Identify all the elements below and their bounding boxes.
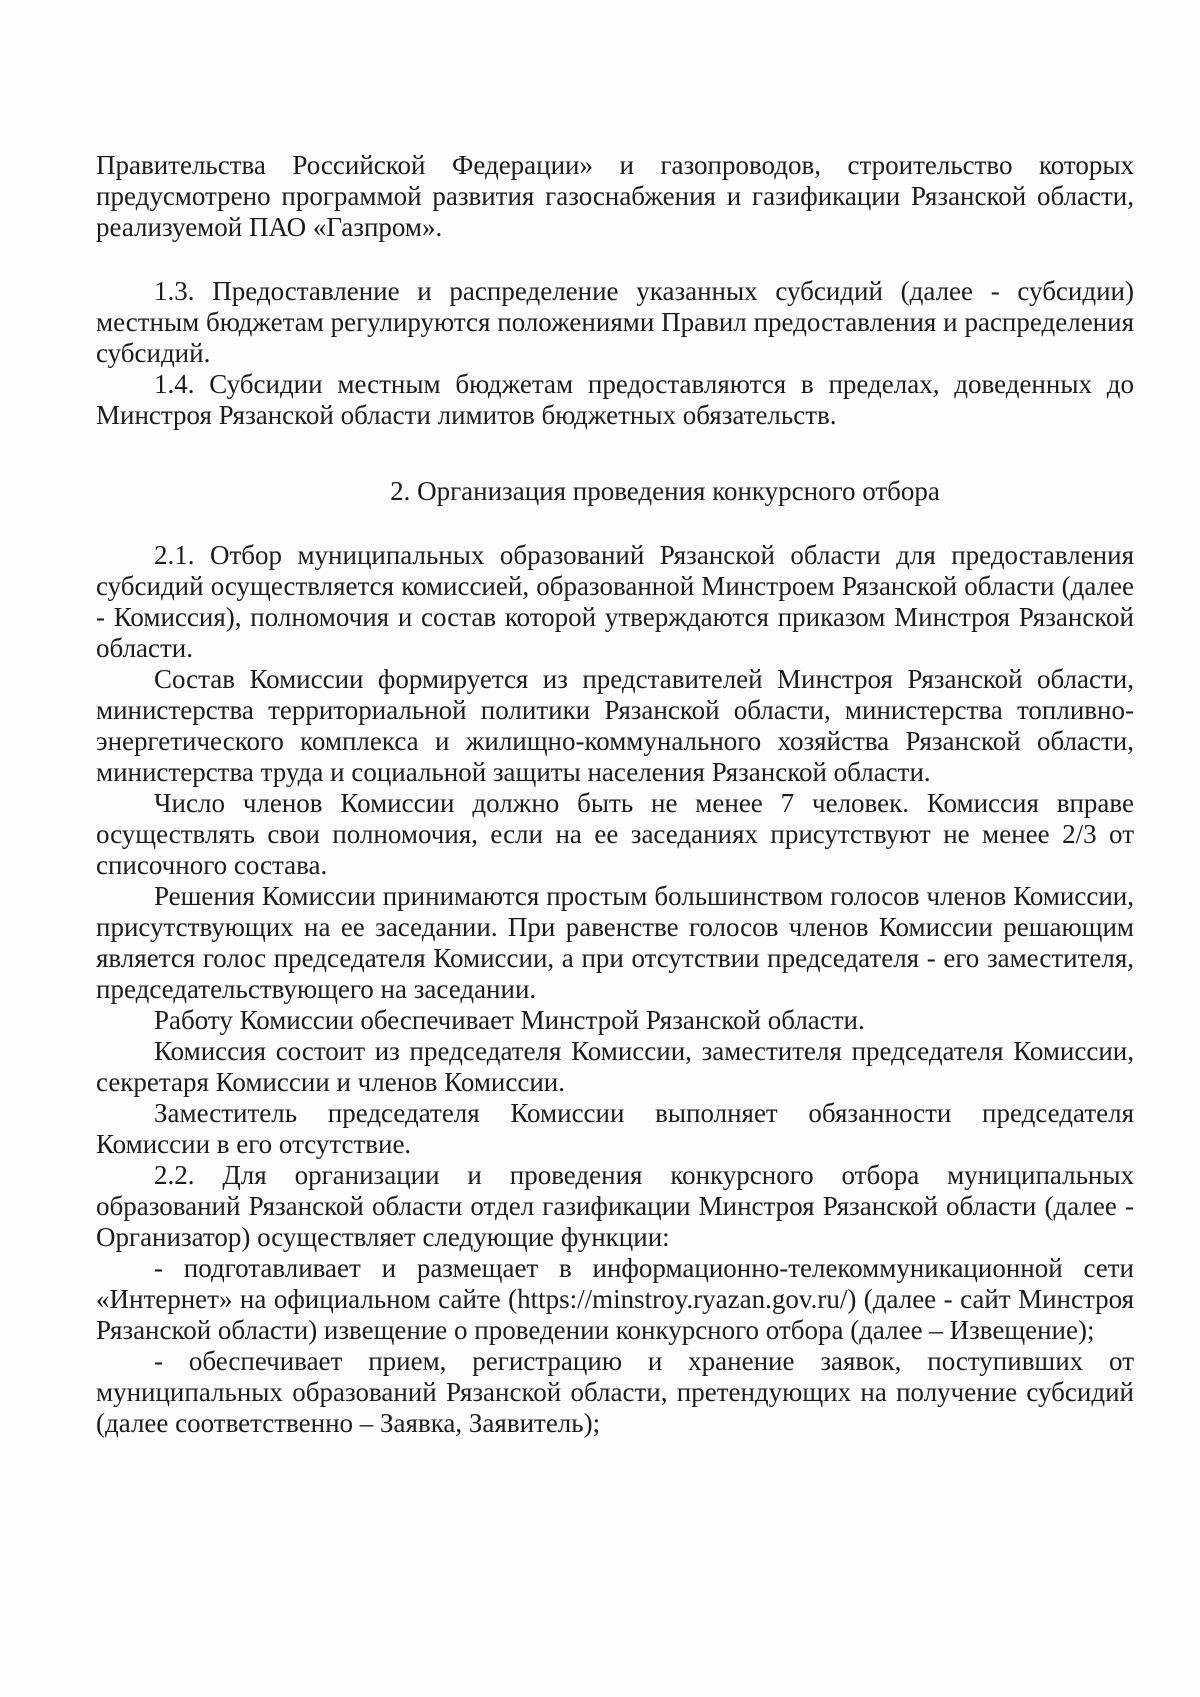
paragraph-2-1: 2.1. Отбор муниципальных образований Рязанской области для предоставления субсидий осуществляется комиссией, образованной Минстроем Рязанской области (далее - Комиссия), полномочия и состав которой утверждаются приказом Минстроя Рязанской области. (96, 540, 1134, 663)
paragraph-1-3: 1.3. Предоставление и распределение указанных субсидий (далее - субсидии) местным бюджетам регулируются положениями Правил предоставления и распределения субсидий. (96, 276, 1134, 368)
list-item-notice: - подготавливает и размещает в информационно-телекоммуникационной сети «Интернет» на официальном сайте (https://minstroy.ryazan.gov.ru/) (далее - сайт Минстроя Рязанской области) извещение о проведении конкурсного отбора (далее – Извещение); (96, 1253, 1134, 1345)
section-2-body (96, 540, 1134, 1439)
paragraph-commission-structure: Комиссия состоит из председателя Комиссии, заместителя председателя Комиссии, секретаря Комиссии и членов Комиссии. (96, 1036, 1134, 1097)
section-1-tail (96, 276, 1134, 431)
intro-continuation (96, 150, 1134, 243)
paragraph-deputy-chair: Заместитель председателя Комиссии выполняет обязанности председателя Комиссии в его отсутствие. (96, 1098, 1134, 1159)
paragraph: Правительства Российской Федерации» и газопроводов, строительство которых предусмотрено программой развития газоснабжения и газификации Рязанской области, реализуемой ПАО «Газпром». (96, 150, 1134, 242)
paragraph-commission-members: Число членов Комиссии должно быть не менее 7 человек. Комиссия вправе осуществлять свои полномочия, если на ее заседаниях присутствуют не менее 2/3 от списочного состава. (96, 788, 1134, 880)
paragraph-2-2: 2.2. Для организации и проведения конкурсного отбора муниципальных образований Рязанской области отдел газификации Минстроя Рязанской области (далее - Организатор) осуществляет следующие функции: (96, 1160, 1134, 1252)
section-2-heading: 2. Организация проведения конкурсного отбора (390, 476, 940, 506)
paragraph-1-4: 1.4. Субсидии местным бюджетам предоставляются в пределах, доведенных до Минстроя Рязанской области лимитов бюджетных обязательств. (96, 369, 1134, 430)
paragraph-commission-decisions: Решения Комиссии принимаются простым большинством голосов членов Комиссии, присутствующих на ее заседании. При равенстве голосов членов Комиссии решающим является голос председателя Комиссии, а при отсутствии председателя - его заместителя, председательствующего на заседании. (96, 881, 1134, 1004)
paragraph-commission-support: Работу Комиссии обеспечивает Минстрой Рязанской области. (154, 1005, 865, 1035)
paragraph-commission-composition: Состав Комиссии формируется из представителей Минстроя Рязанской области, министерства территориальной политики Рязанской области, министерства топливно-энергетического комплекса и жилищно-коммунального хозяйства Рязанской области, министерства труда и социальной защиты населения Рязанской области. (96, 664, 1134, 787)
list-item-applications: - обеспечивает прием, регистрацию и хранение заявок, поступивших от муниципальных образований Рязанской области, претендующих на получение субсидий (далее соответственно – Заявка, Заявитель); (96, 1346, 1134, 1438)
